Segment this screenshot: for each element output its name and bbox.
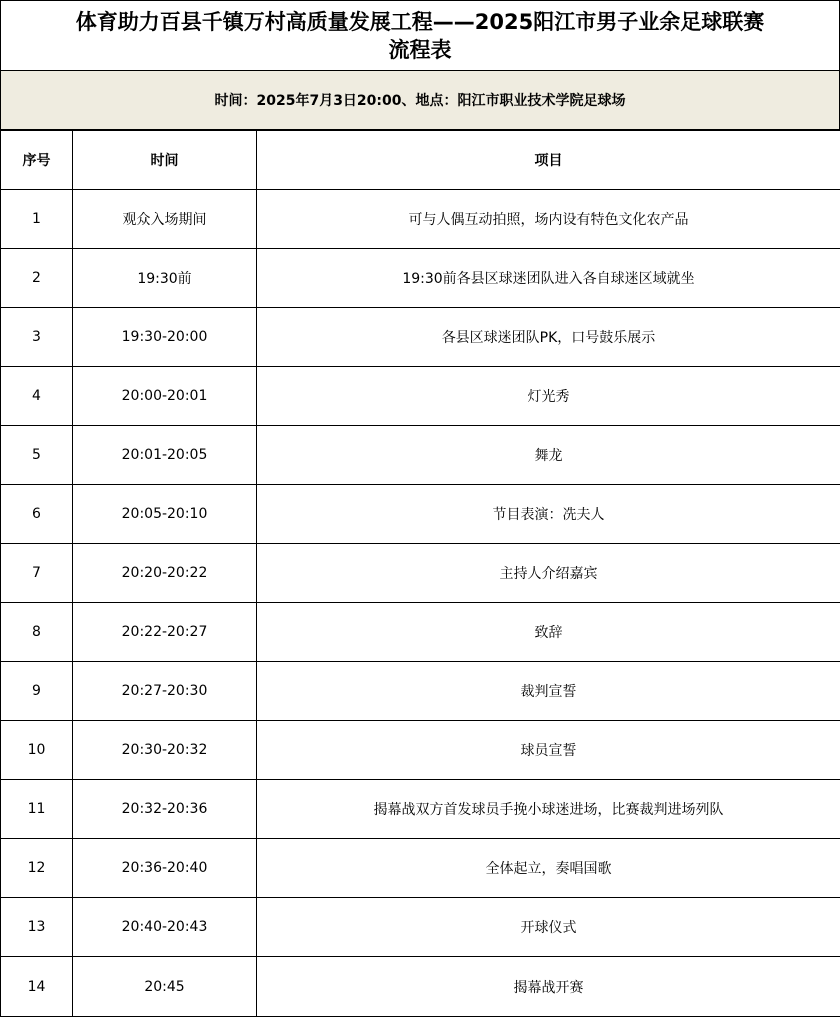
row-number-cell: 6 [1,485,73,544]
row-item-cell: 主持人介绍嘉宾 [257,544,840,603]
table-row [1,544,840,603]
table-row [1,780,840,839]
row-number-cell: 3 [1,308,73,367]
table-row [1,839,840,898]
row-item-cell: 节目表演：冼夫人 [257,485,840,544]
table-row [1,190,840,249]
row-time-cell: 20:32-20:36 [73,780,257,839]
row-time-cell: 19:30前 [73,249,257,308]
title-line-1: 体育助力百县千镇万村高质量发展工程——2025阳江市男子业余足球联赛 [75,9,765,34]
row-number-cell: 13 [1,898,73,957]
row-number-cell: 2 [1,249,73,308]
row-time-cell: 19:30-20:00 [73,308,257,367]
document-title [0,0,840,70]
event-time-location: 时间：2025年7月3日20:00、地点：阳江市职业技术学院足球场 [0,70,840,130]
row-number-cell: 8 [1,603,73,662]
row-item-cell: 球员宣誓 [257,721,840,780]
row-item-cell: 可与人偶互动拍照，场内设有特色文化农产品 [257,190,840,249]
row-item-cell: 19:30前各县区球迷团队进入各自球迷区域就坐 [257,249,840,308]
row-number-cell: 1 [1,190,73,249]
header-item: 项目 [257,131,840,190]
row-item-cell: 灯光秀 [257,367,840,426]
row-item-cell: 裁判宣誓 [257,662,840,721]
row-time-cell: 20:01-20:05 [73,426,257,485]
header-time: 时间 [73,131,257,190]
row-item-cell: 舞龙 [257,426,840,485]
row-number-cell: 5 [1,426,73,485]
table-row [1,898,840,957]
row-item-cell: 揭幕战双方首发球员手挽小球迷进场，比赛裁判进场列队 [257,780,840,839]
table-row [1,426,840,485]
table-header-row [1,131,840,190]
row-time-cell: 20:30-20:32 [73,721,257,780]
row-time-cell: 20:22-20:27 [73,603,257,662]
table-row [1,662,840,721]
row-number-cell: 12 [1,839,73,898]
table-row [1,721,840,780]
table-row [1,603,840,662]
row-number-cell: 4 [1,367,73,426]
table-row [1,249,840,308]
table-row [1,957,840,1017]
row-item-cell: 揭幕战开赛 [257,957,840,1017]
schedule-table [0,130,840,1017]
row-item-cell: 各县区球迷团队PK，口号鼓乐展示 [257,308,840,367]
row-time-cell: 20:00-20:01 [73,367,257,426]
row-number-cell: 9 [1,662,73,721]
table-row [1,367,840,426]
row-time-cell: 20:05-20:10 [73,485,257,544]
row-time-cell: 20:27-20:30 [73,662,257,721]
row-time-cell: 20:36-20:40 [73,839,257,898]
row-time-cell: 20:45 [73,957,257,1017]
title-line-2: 流程表 [388,37,452,62]
row-time-cell: 观众入场期间 [73,190,257,249]
row-item-cell: 致辞 [257,603,840,662]
row-number-cell: 7 [1,544,73,603]
row-item-cell: 开球仪式 [257,898,840,957]
row-time-cell: 20:40-20:43 [73,898,257,957]
row-item-cell: 全体起立，奏唱国歌 [257,839,840,898]
row-time-cell: 20:20-20:22 [73,544,257,603]
header-number: 序号 [1,131,73,190]
row-number-cell: 11 [1,780,73,839]
row-number-cell: 10 [1,721,73,780]
row-number-cell: 14 [1,957,73,1017]
table-row [1,308,840,367]
table-row [1,485,840,544]
